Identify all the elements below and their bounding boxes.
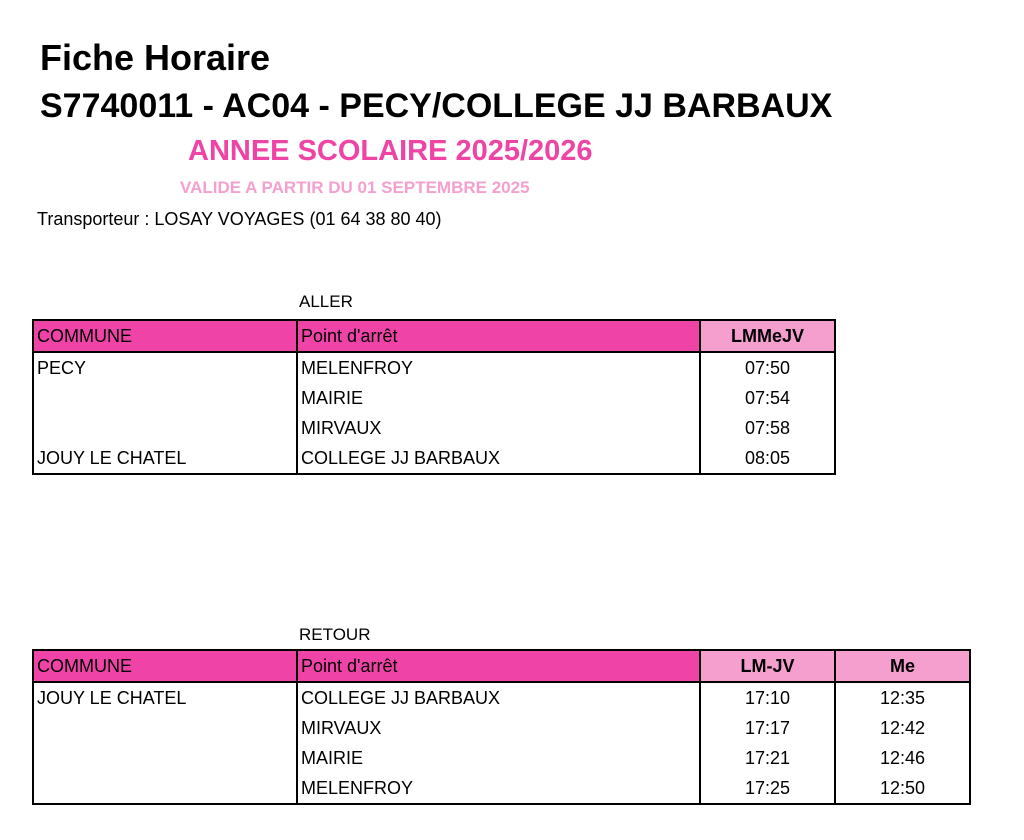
cell-time-lm-jv: 17:10 (700, 682, 835, 713)
aller-label: ALLER (299, 292, 353, 311)
column-header-stop: Point d'arrêt (297, 650, 700, 682)
cell-commune (33, 773, 297, 804)
table-row (33, 743, 970, 773)
cell-stop: COLLEGE JJ BARBAUX (297, 443, 700, 474)
cell-time-me: 12:50 (835, 773, 970, 804)
table-row (33, 713, 970, 743)
cell-time: 08:05 (700, 443, 835, 474)
cell-stop: MIRVAUX (297, 713, 700, 743)
cell-stop: MELENFROY (297, 773, 700, 804)
retour-label: RETOUR (299, 625, 371, 644)
cell-stop: MELENFROY (297, 352, 700, 383)
cell-time-me: 12:46 (835, 743, 970, 773)
column-header-stop: Point d'arrêt (297, 320, 700, 352)
table-row (33, 773, 970, 804)
table-row (33, 413, 835, 443)
table-row (33, 352, 835, 383)
column-header-commune: COMMUNE (33, 650, 297, 682)
cell-time-me: 12:35 (835, 682, 970, 713)
cell-time: 07:50 (700, 352, 835, 383)
validity-date: VALIDE A PARTIR DU 01 SEPTEMBRE 2025 (180, 178, 530, 197)
cell-time-me: 12:42 (835, 713, 970, 743)
table-row (33, 443, 835, 474)
column-header-commune: COMMUNE (33, 320, 297, 352)
column-header-lm-jv: LM-JV (700, 650, 835, 682)
cell-commune (33, 413, 297, 443)
table-header-row (33, 650, 970, 682)
table-row (33, 682, 970, 713)
line-title: S7740011 - AC04 - PECY/COLLEGE JJ BARBAUX (40, 87, 833, 125)
cell-time: 07:58 (700, 413, 835, 443)
cell-commune: PECY (33, 352, 297, 383)
page-title: Fiche Horaire (40, 37, 271, 78)
school-year: ANNEE SCOLAIRE 2025/2026 (188, 135, 593, 167)
carrier-info: Transporteur : LOSAY VOYAGES (01 64 38 80 40) (37, 209, 442, 229)
cell-time: 07:54 (700, 383, 835, 413)
cell-stop: MAIRIE (297, 743, 700, 773)
retour-table (32, 649, 971, 805)
table-header-row (33, 320, 835, 352)
cell-commune: JOUY LE CHATEL (33, 443, 297, 474)
table-row (33, 383, 835, 413)
cell-time-lm-jv: 17:25 (700, 773, 835, 804)
cell-commune (33, 383, 297, 413)
column-header-lmmejv: LMMeJV (700, 320, 835, 352)
cell-stop: COLLEGE JJ BARBAUX (297, 682, 700, 713)
column-header-me: Me (835, 650, 970, 682)
cell-commune (33, 743, 297, 773)
cell-time-lm-jv: 17:21 (700, 743, 835, 773)
cell-stop: MIRVAUX (297, 413, 700, 443)
cell-stop: MAIRIE (297, 383, 700, 413)
cell-commune (33, 713, 297, 743)
cell-time-lm-jv: 17:17 (700, 713, 835, 743)
cell-commune: JOUY LE CHATEL (33, 682, 297, 713)
aller-table (32, 319, 836, 475)
